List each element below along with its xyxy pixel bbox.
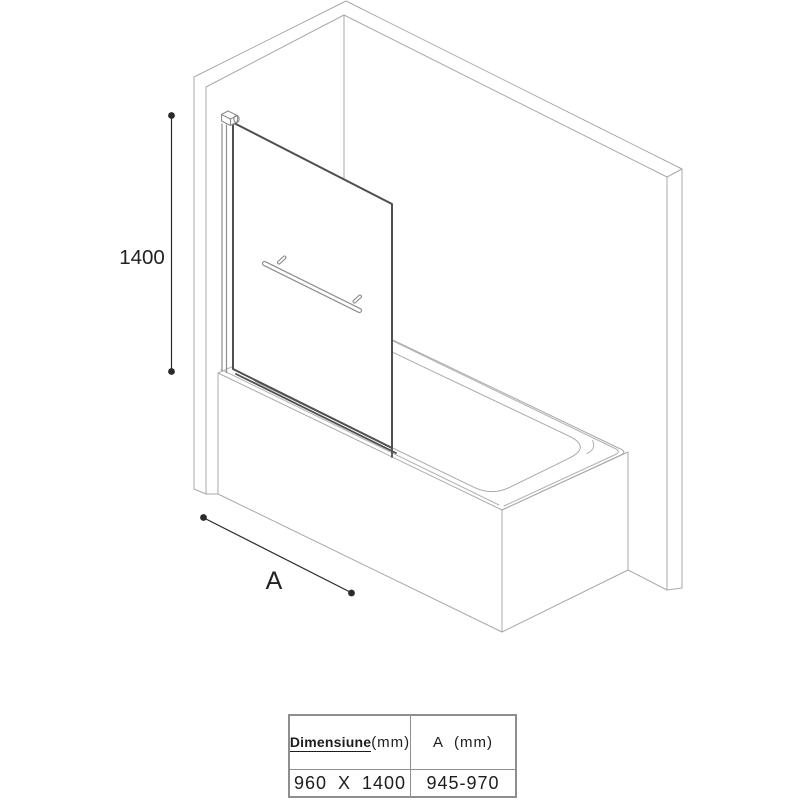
spec-table <box>288 714 517 798</box>
spec-header-dimensiune <box>290 716 411 770</box>
spec-header-dimensiune-label: Dimensiune <box>289 733 372 750</box>
tub-basin-corner-detail <box>587 441 594 454</box>
width-dimension-label: A <box>265 567 283 595</box>
height-dimension <box>119 112 175 375</box>
tub-end-panel <box>502 452 628 632</box>
tub-rim-lip-back <box>391 340 618 506</box>
floor-line-right <box>628 570 667 590</box>
right-wall-top-edge <box>667 169 682 177</box>
spec-header-dimensiune-unit: (mm) <box>371 734 411 751</box>
spec-header-a-unit: (mm) <box>454 734 493 751</box>
right-wall-base <box>667 588 682 590</box>
spec-value-a <box>411 770 515 796</box>
spec-value-dimensiune <box>290 770 411 796</box>
width-dimension-dot-right <box>348 590 355 597</box>
spec-header-a-label: A <box>433 734 444 751</box>
left-wall-base <box>194 489 206 494</box>
width-dimension <box>200 514 355 596</box>
spec-header-a <box>411 716 515 770</box>
height-dimension-dot-bottom <box>168 368 175 375</box>
spec-value-dimensiune-text: 960 X 1400 <box>293 772 407 793</box>
height-dimension-dot-top <box>168 112 175 119</box>
height-dimension-label: 1400 <box>119 246 165 269</box>
width-dimension-dot-left <box>200 514 207 521</box>
spec-value-a-text: 945-970 <box>426 772 500 793</box>
